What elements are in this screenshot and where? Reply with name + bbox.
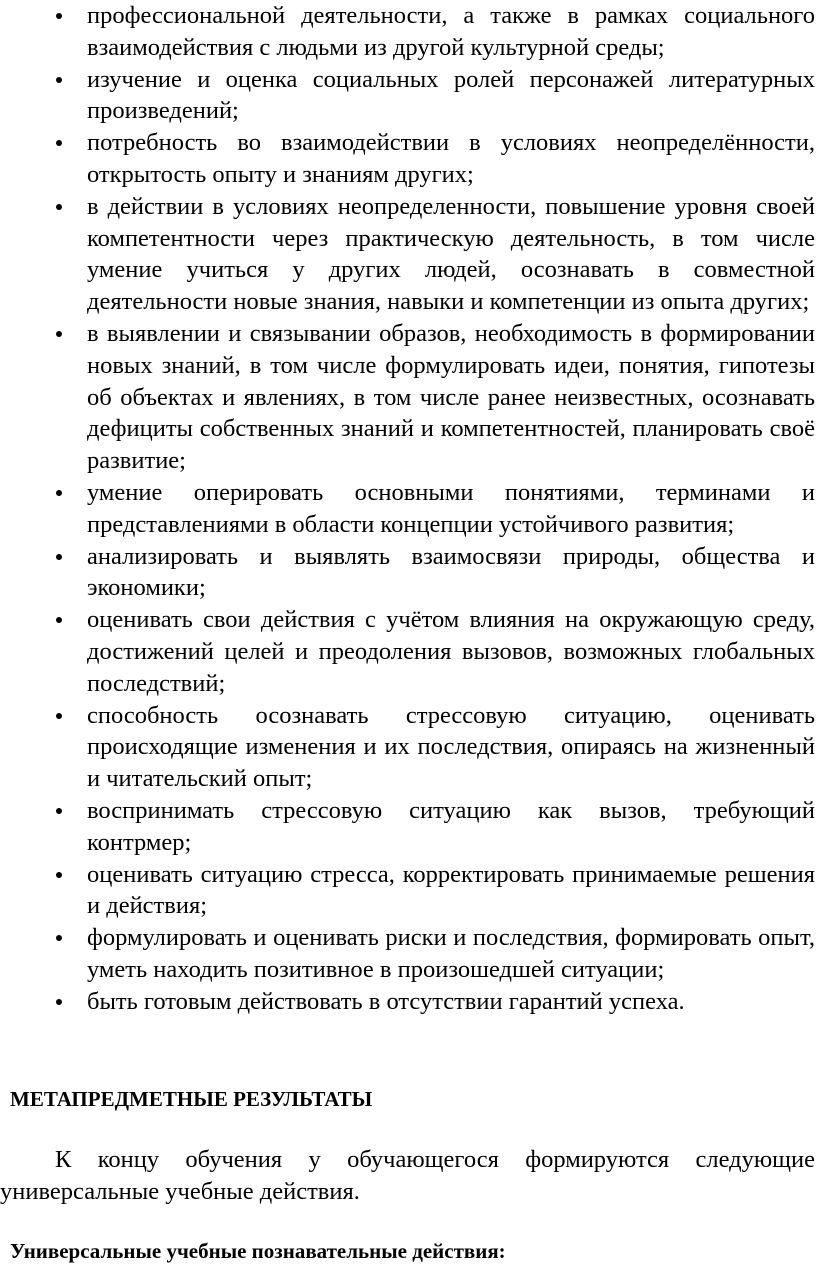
list-item-text: оценивать ситуацию стресса, корректировать принимаемые решения и действия;	[87, 860, 815, 920]
bullet-icon	[56, 617, 62, 623]
bullet-icon	[56, 713, 62, 719]
bullet-icon	[56, 554, 62, 560]
list-item-text: потребность во взаимодействии в условиях неопределённости, открытость опыту и знаниям других;	[87, 129, 815, 188]
list-item-text: в действии в условиях неопределенности, повышение уровня своей компетентности через практическую деятельность, в том числе умение учиться у других людей, осознавать в совместной деятельности новые знания, навыки и компетенции из опыта других;	[87, 192, 815, 316]
list-item	[0, 986, 816, 1018]
section-heading: МЕТАПРЕДМЕТНЫЕ РЕЗУЛЬТАТЫ	[10, 1087, 373, 1111]
list-item-text: анализировать и выявлять взаимосвязи природы, общества и экономики;	[87, 542, 815, 602]
list-item	[0, 795, 816, 859]
bullet-icon	[56, 140, 62, 146]
bullet-icon	[56, 77, 62, 83]
bullet-icon	[56, 872, 62, 878]
bullet-icon	[56, 999, 62, 1005]
list-item	[0, 127, 816, 191]
list-item	[0, 0, 816, 64]
list-item-text: изучение и оценка социальных ролей персонажей литературных произведений;	[87, 65, 815, 125]
list-item-text: в выявлении и связывании образов, необходимость в формировании новых знаний, в том числе формулировать идеи, понятия, гипотезы об объектах и явлениях, в том числе ранее неизвестных, осознавать дефициты собственных знаний и компетентностей, планировать своё развитие;	[87, 319, 815, 475]
subsection-heading: Универсальные учебные познавательные действия:	[10, 1239, 506, 1263]
list-item-text: профессиональной деятельности, а также в рамках социального взаимодействия с людьми из другой культурной среды;	[87, 2, 815, 61]
list-item	[0, 477, 816, 541]
list-item-text: формулировать и оценивать риски и последствия, формировать опыт, уметь находить позитивное в произошедшей ситуации;	[87, 924, 815, 983]
list-item-text: способность осознавать стрессовую ситуацию, оценивать происходящие изменения и их последствия, опираясь на жизненный и читательский опыт;	[87, 701, 815, 793]
list-item	[0, 64, 816, 128]
bullet-icon	[56, 13, 62, 19]
list-item	[0, 859, 816, 923]
list-item-text: оценивать свои действия с учётом влияния на окружающую среду, достижений целей и преодоления вызовов, возможных глобальных последствий;	[87, 606, 815, 697]
bullet-icon	[56, 331, 62, 337]
bullet-icon	[56, 808, 62, 814]
list-item	[0, 700, 816, 795]
list-item-text: воспринимать стрессовую ситуацию как вызов, требующий контрмер;	[87, 796, 815, 856]
list-item	[0, 604, 816, 699]
list-item	[0, 922, 816, 986]
list-item-text: быть готовым действовать в отсутствии гарантий успеха.	[87, 987, 685, 1015]
list-item-text: умение оперировать основными понятиями, терминами и представлениями в области концепции устойчивого развития;	[87, 478, 815, 538]
list-item	[0, 318, 816, 477]
intro-paragraph: К концу обучения у обучающегося формируются следующие универсальные учебные действия.	[0, 1146, 815, 1205]
list-item	[0, 191, 816, 318]
bullet-icon	[56, 204, 62, 210]
list-item	[0, 541, 816, 605]
bullet-icon	[56, 935, 62, 941]
bullet-icon	[56, 490, 62, 496]
